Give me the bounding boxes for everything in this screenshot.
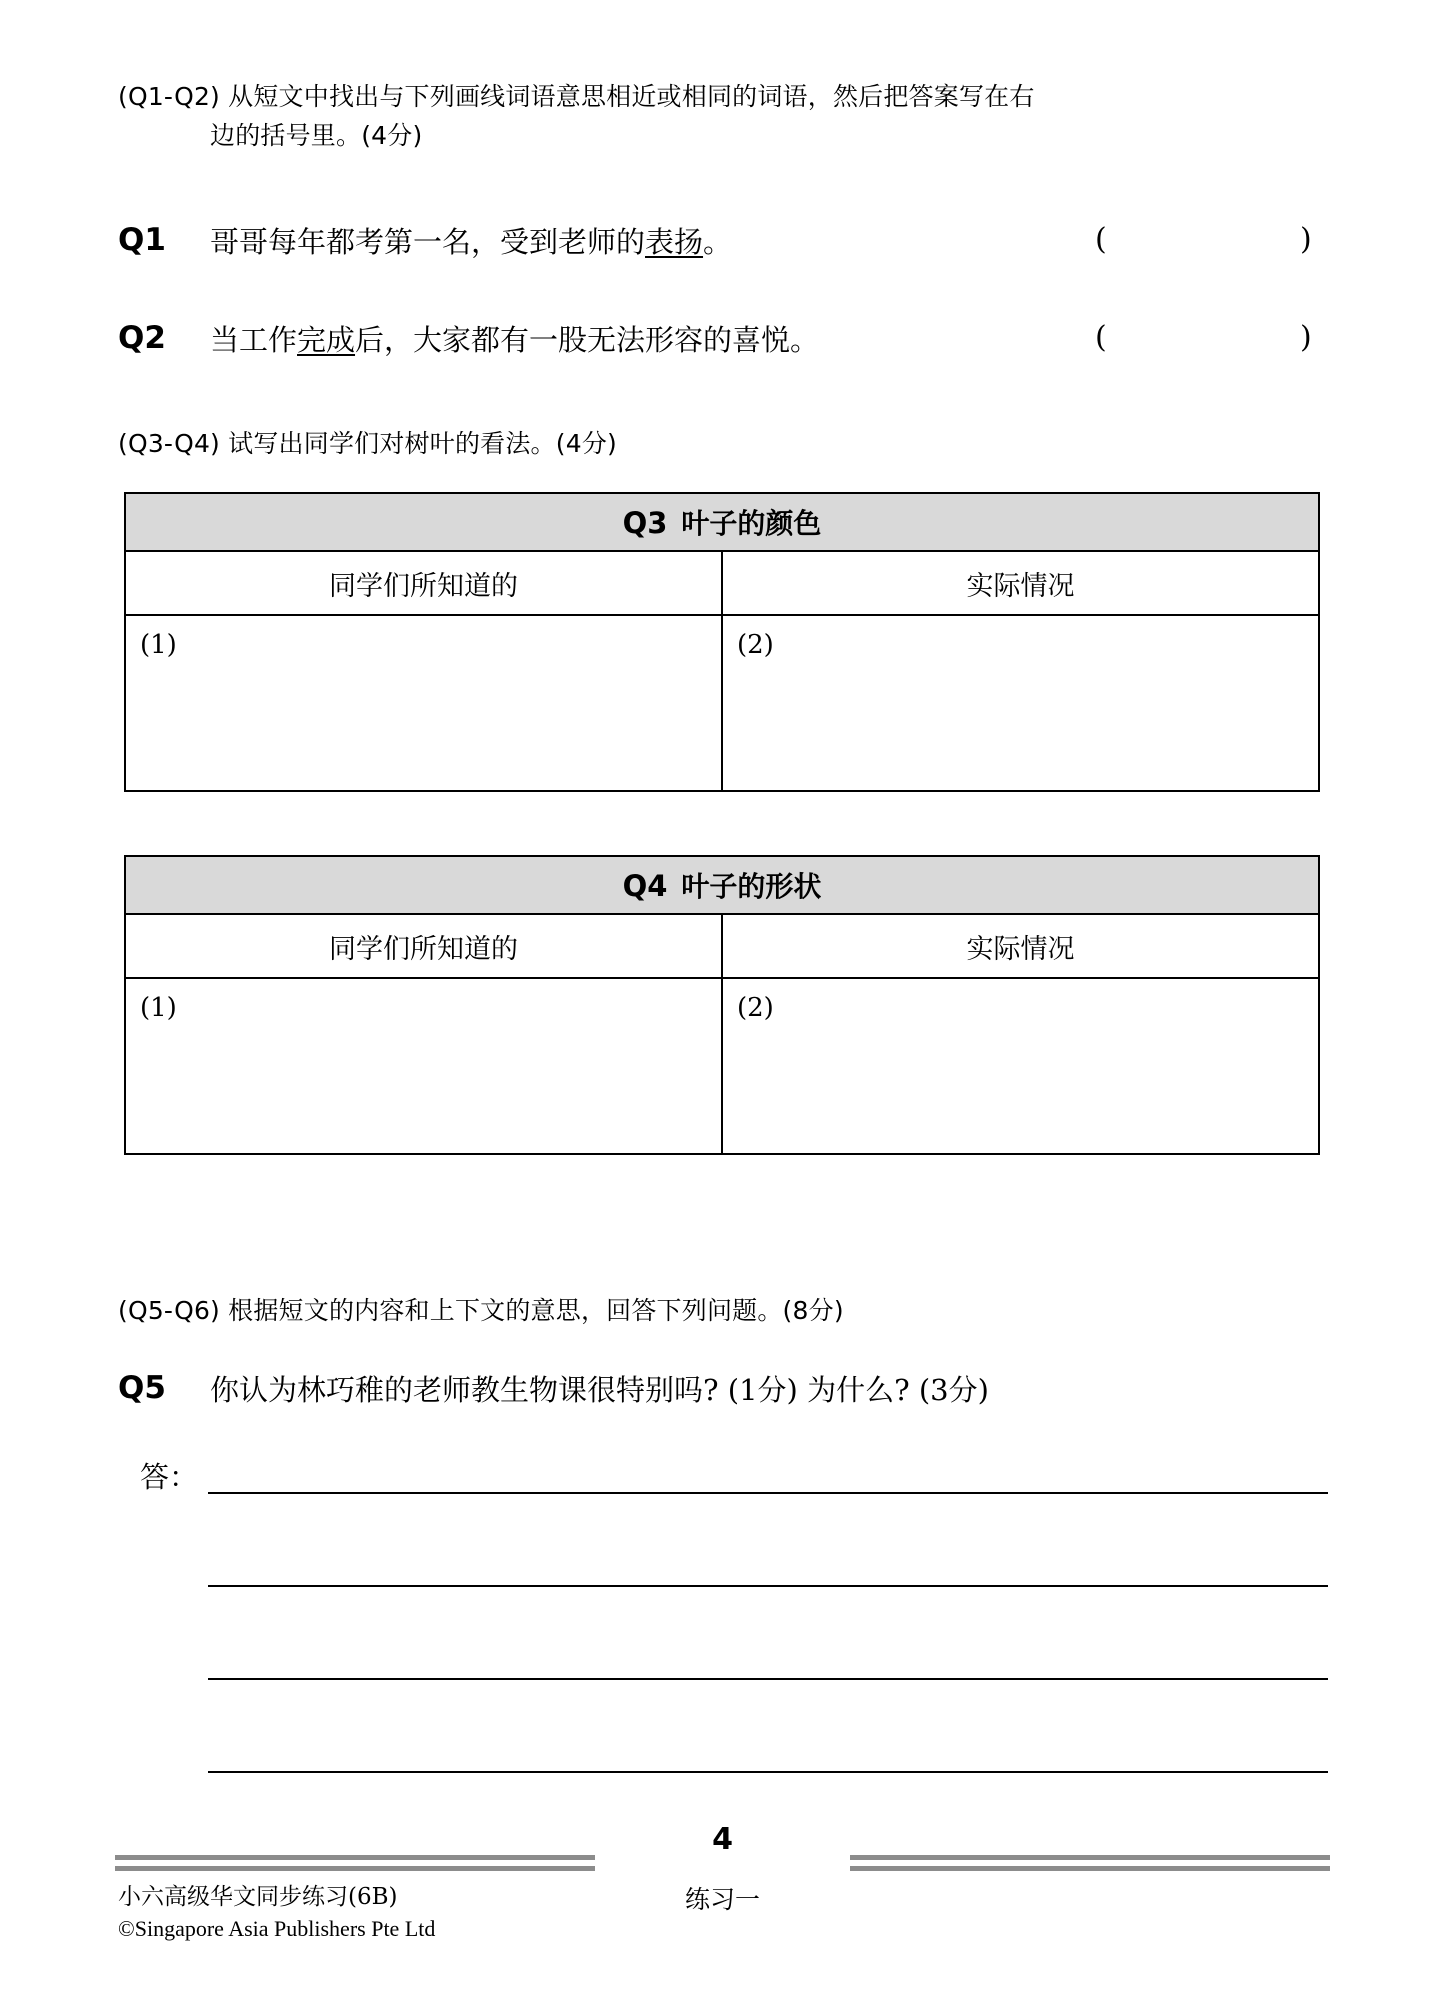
- footer-decoration: [115, 1855, 1330, 1875]
- table-q4-title: 叶子的形状: [681, 870, 822, 903]
- q2-answer-bracket-open: (: [1095, 320, 1107, 355]
- table-q3-subheader-row: [125, 551, 1319, 615]
- answer-label: 答：: [140, 1460, 199, 1494]
- question-label-q1: Q1: [118, 222, 166, 258]
- table-q3-answer-row: [125, 615, 1319, 791]
- question-label-q5: Q5: [118, 1370, 166, 1406]
- footer-bar-left-bottom: [115, 1866, 595, 1871]
- table-q3-title-cell: [125, 493, 1319, 551]
- table-q4-col1-header: 同学们所知道的: [125, 914, 722, 978]
- question-text-q2: [210, 320, 819, 361]
- table-q3-header-row: [125, 493, 1319, 551]
- question-row-q1: [118, 222, 1118, 263]
- table-q4-title-cell: [125, 856, 1319, 914]
- table-q4-answer-cell-1[interactable]: (1): [125, 978, 722, 1154]
- table-q3-answer-cell-2[interactable]: (2): [722, 615, 1319, 791]
- answer-line-1[interactable]: [208, 1492, 1328, 1494]
- table-q3-col2-header: 实际情况: [722, 551, 1319, 615]
- table-q3-col1-header: 同学们所知道的: [125, 551, 722, 615]
- question-label-q2: Q2: [118, 320, 166, 356]
- page-number: 4: [712, 1822, 733, 1857]
- question-row-q5: [118, 1370, 1348, 1411]
- table-q4: [124, 855, 1320, 1155]
- table-q3-answer-cell-1[interactable]: (1): [125, 615, 722, 791]
- copyright-notice: ©Singapore Asia Publishers Pte Ltd: [118, 1916, 436, 1941]
- question-row-q2: [118, 320, 1118, 361]
- table-q3-qnum: Q3: [622, 506, 668, 540]
- q2-text-after: 后，大家都有一股无法形容的喜悦。: [355, 323, 820, 357]
- table-q4-col2-header: 实际情况: [722, 914, 1319, 978]
- instruction-line-1: (Q1-Q2) 从短文中找出与下列画线词语意思相近或相同的词语，然后把答案写在右: [118, 82, 1035, 111]
- answer-line-3[interactable]: [208, 1678, 1328, 1680]
- q1-text-after: 。: [703, 225, 733, 259]
- q1-underlined-word: 表扬: [645, 225, 704, 259]
- q1-answer-bracket-close: ): [1300, 222, 1312, 257]
- q2-text-before: 当工作: [210, 323, 298, 357]
- section3-instruction: (Q5-Q6) 根据短文的内容和上下文的意思，回答下列问题。(8分): [118, 1296, 844, 1325]
- footer-bar-left-top: [115, 1855, 595, 1860]
- section2-instruction: (Q3-Q4) 试写出同学们对树叶的看法。(4分): [118, 429, 617, 458]
- q1-answer-bracket-open: (: [1095, 222, 1107, 257]
- q2-underlined-word: 完成: [297, 323, 356, 357]
- table-q3-title: 叶子的颜色: [681, 507, 822, 540]
- table-q4-subheader-row: [125, 914, 1319, 978]
- table-q3: [124, 492, 1320, 792]
- footer-bar-right-bottom: [850, 1866, 1330, 1871]
- table-q4-answer-row: [125, 978, 1319, 1154]
- footer-bar-right-top: [850, 1855, 1330, 1860]
- q2-answer-bracket-close: ): [1300, 320, 1312, 355]
- answer-line-2[interactable]: [208, 1585, 1328, 1587]
- question-text-q5: 你认为林巧稚的老师教生物课很特别吗? (1分) 为什么? (3分): [210, 1373, 989, 1407]
- q1-text-before: 哥哥每年都考第一名，受到老师的: [210, 225, 646, 259]
- answer-line-4[interactable]: [208, 1771, 1328, 1773]
- question-text-q1: [210, 222, 732, 263]
- exercise-label: 练习一: [684, 1885, 760, 1914]
- section1-instruction: [118, 78, 1348, 156]
- instruction-line-2: 边的括号里。(4分): [210, 120, 423, 150]
- book-title: 小六高级华文同步练习(6B): [118, 1884, 398, 1910]
- table-q4-answer-cell-2[interactable]: (2): [722, 978, 1319, 1154]
- table-q4-header-row: [125, 856, 1319, 914]
- table-q4-qnum: Q4: [622, 869, 668, 903]
